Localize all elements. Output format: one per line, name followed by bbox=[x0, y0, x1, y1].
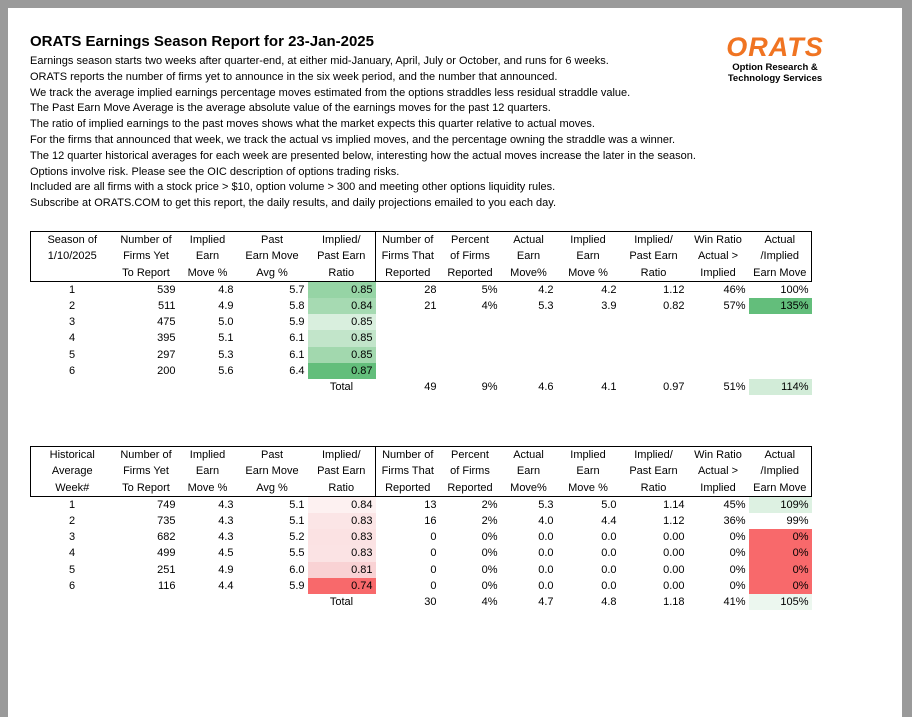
column-header: Implied bbox=[688, 480, 749, 497]
table-row bbox=[31, 330, 812, 346]
table-cell: 682 bbox=[157, 531, 176, 544]
table-row bbox=[31, 513, 812, 529]
table-cell: 0.0 bbox=[538, 580, 554, 593]
table-cell: 0% bbox=[481, 547, 498, 560]
column-header: Move% bbox=[501, 265, 557, 282]
table-row bbox=[31, 496, 812, 512]
table-cell bbox=[557, 363, 620, 379]
table-cell: 475 bbox=[157, 316, 176, 329]
intro-line: Options involve risk. Please see the OIC description of options trading risks. bbox=[30, 165, 400, 178]
table-cell: 0.0 bbox=[538, 547, 554, 560]
table-cell: 0 bbox=[430, 531, 437, 544]
table-cell: 0% bbox=[749, 562, 812, 578]
table-cell: 0% bbox=[729, 531, 746, 544]
intro-line: For the firms that announced that week, we track the actual vs implied moves, and the percentage owning the straddle was a winner. bbox=[30, 133, 676, 146]
logo-mark: ORATS bbox=[726, 32, 824, 62]
column-header: Firms That bbox=[376, 463, 440, 479]
column-header: Win Ratio bbox=[688, 232, 749, 249]
intro-line: Earnings season starts two weeks after quarter-end, at either mid-January, April, July or October, and runs for 6 weeks. bbox=[30, 55, 609, 67]
table-cell: 4.5 bbox=[218, 547, 234, 560]
table-cell: 5.0 bbox=[218, 316, 234, 329]
table-cell: 0% bbox=[729, 563, 746, 576]
table-cell: 2% bbox=[481, 514, 498, 527]
table-cell: 109% bbox=[749, 496, 812, 512]
column-header: Implied bbox=[557, 232, 620, 249]
column-header: /Implied bbox=[749, 463, 812, 479]
table-cell: 5.1 bbox=[218, 332, 234, 345]
column-header: Move% bbox=[501, 480, 557, 497]
intro-line: The Past Earn Move Average is the average absolute value of the earnings moves for the past 12 quarters. bbox=[30, 102, 551, 115]
table-cell: 49 bbox=[424, 381, 437, 394]
orats-logo bbox=[720, 32, 830, 84]
table-row bbox=[31, 545, 812, 561]
table-cell: 4.9 bbox=[218, 299, 234, 312]
table-cell: 0.83 bbox=[308, 513, 376, 529]
column-header: Earn bbox=[576, 250, 600, 263]
table-cell: 116 bbox=[157, 580, 176, 593]
table-cell: 539 bbox=[157, 283, 176, 296]
column-header: Season of bbox=[31, 232, 114, 249]
page-title: ORATS Earnings Season Report for 23-Jan-2025 bbox=[30, 33, 374, 50]
table-cell: 0 bbox=[430, 563, 437, 576]
table-cell: 749 bbox=[157, 498, 176, 511]
table-cell bbox=[688, 347, 749, 363]
table-cell: 0.85 bbox=[308, 330, 376, 346]
table-cell: 4.2 bbox=[601, 283, 617, 296]
table-cell bbox=[31, 379, 114, 395]
column-header: Ratio bbox=[308, 480, 376, 497]
table-cell: 251 bbox=[157, 563, 176, 576]
table-cell bbox=[179, 594, 237, 610]
column-header: Earn bbox=[576, 465, 600, 478]
table-cell: 0% bbox=[749, 529, 812, 545]
column-header: Past Earn bbox=[317, 250, 366, 263]
header-row bbox=[31, 248, 812, 264]
intro-line: Subscribe at ORATS.COM to get this report, the daily results, and daily projections emailed to you each day. bbox=[30, 197, 557, 210]
table-cell: 5.9 bbox=[289, 580, 305, 593]
table-cell: 4.8 bbox=[601, 596, 617, 609]
table-cell bbox=[501, 314, 557, 330]
column-header: /Implied bbox=[749, 248, 812, 264]
column-header: Move % bbox=[557, 480, 620, 497]
column-header: Avg % bbox=[237, 265, 308, 282]
table-cell: 36% bbox=[723, 514, 746, 527]
table-cell: 0 bbox=[430, 547, 437, 560]
table-cell: 99% bbox=[786, 514, 809, 527]
intro-line: ORATS reports the number of firms yet to announce in the six week period, and the number that announced. bbox=[30, 70, 558, 83]
table-cell: 0.83 bbox=[308, 529, 376, 545]
table-cell: 0.85 bbox=[308, 314, 376, 330]
table-row bbox=[31, 363, 812, 379]
column-header: Number of bbox=[376, 447, 440, 464]
table-cell: 9% bbox=[481, 381, 498, 394]
table-cell: 5 bbox=[68, 563, 76, 576]
table-cell: 0.74 bbox=[308, 578, 376, 594]
table-cell bbox=[749, 363, 812, 379]
table-cell: 30 bbox=[424, 596, 437, 609]
table-cell: 3 bbox=[68, 316, 76, 329]
table-cell bbox=[620, 363, 688, 379]
intro-line: Included are all firms with a stock price > $10, option volume > 300 and meeting other options liquidity rules. bbox=[30, 181, 556, 194]
column-header: Reported bbox=[376, 265, 440, 282]
table-cell: 1 bbox=[68, 498, 76, 511]
table-cell bbox=[620, 330, 688, 346]
table-cell: 5.2 bbox=[289, 531, 305, 544]
table-cell: 0.00 bbox=[663, 547, 685, 560]
table-cell: 0% bbox=[749, 545, 812, 561]
table-cell: 4 bbox=[68, 547, 76, 560]
table-cell bbox=[749, 347, 812, 363]
table-cell: 3.9 bbox=[601, 299, 617, 312]
column-header: of Firms bbox=[450, 465, 490, 478]
table-cell bbox=[501, 363, 557, 379]
column-header: Actual > bbox=[697, 465, 739, 478]
column-header: Week# bbox=[31, 480, 114, 497]
table-cell: 5.3 bbox=[538, 498, 554, 511]
table-cell: 1.18 bbox=[663, 596, 685, 609]
table-cell bbox=[749, 330, 812, 346]
table-cell bbox=[440, 347, 501, 363]
column-header: To Report bbox=[114, 265, 179, 282]
table-cell: 114% bbox=[749, 379, 812, 395]
logo-line-1: Option Research & bbox=[732, 62, 818, 73]
table-cell: 0 bbox=[430, 580, 437, 593]
table-cell: 57% bbox=[723, 299, 746, 312]
table-cell: 5% bbox=[481, 283, 498, 296]
table-cell bbox=[376, 330, 440, 346]
table-cell: 0.97 bbox=[663, 381, 685, 394]
table-cell: 0.84 bbox=[308, 496, 376, 512]
current-season-table bbox=[30, 231, 812, 395]
column-header: Earn Move bbox=[749, 265, 812, 282]
column-header: Earn Move bbox=[245, 465, 299, 478]
table-cell: 5.1 bbox=[289, 514, 305, 527]
table-cell: 0% bbox=[729, 580, 746, 593]
table-cell: 6.4 bbox=[289, 365, 305, 378]
table-cell: 0.83 bbox=[308, 545, 376, 561]
column-header: Earn bbox=[195, 250, 220, 263]
table-cell: 13 bbox=[424, 498, 437, 511]
column-header: Implied/ bbox=[620, 232, 688, 249]
table-cell bbox=[557, 314, 620, 330]
table-cell: 46% bbox=[723, 283, 746, 296]
table-cell: 21 bbox=[424, 299, 437, 312]
table-cell: 0.0 bbox=[538, 531, 554, 544]
column-header: Earn bbox=[516, 465, 541, 478]
table-row bbox=[31, 529, 812, 545]
table-cell: 297 bbox=[157, 348, 176, 361]
logo-line-2: Technology Services bbox=[727, 73, 823, 84]
report-page bbox=[8, 8, 902, 717]
column-header: Percent bbox=[440, 232, 501, 249]
table-cell bbox=[179, 379, 237, 395]
table-cell: 28 bbox=[424, 283, 437, 296]
table-cell: 0.84 bbox=[308, 298, 376, 314]
table-cell: 4.4 bbox=[218, 580, 234, 593]
column-header: Implied bbox=[688, 265, 749, 282]
table-cell: 4% bbox=[481, 596, 498, 609]
table-cell: 1.12 bbox=[663, 283, 685, 296]
column-header: 1/10/2025 bbox=[31, 248, 114, 264]
column-header: Past Earn bbox=[629, 250, 678, 263]
table-cell: 0% bbox=[729, 547, 746, 560]
table-cell: 0.81 bbox=[308, 562, 376, 578]
table-cell: 4.3 bbox=[218, 514, 234, 527]
header-row bbox=[31, 232, 812, 249]
table-cell: 105% bbox=[749, 594, 812, 610]
table-cell bbox=[114, 379, 179, 395]
column-header: Earn bbox=[195, 465, 220, 478]
table-cell bbox=[440, 363, 501, 379]
table-cell: 0% bbox=[749, 578, 812, 594]
table-cell bbox=[114, 594, 179, 610]
table-cell: 4.1 bbox=[601, 381, 617, 394]
table-cell: 5.1 bbox=[289, 498, 305, 511]
column-header: Move % bbox=[179, 480, 237, 497]
column-header: Implied/ bbox=[308, 232, 376, 249]
column-header: Percent bbox=[440, 447, 501, 464]
table-cell bbox=[557, 330, 620, 346]
table-cell: 4.9 bbox=[218, 563, 234, 576]
table-cell: 0.0 bbox=[601, 563, 617, 576]
table-cell: 4.6 bbox=[538, 381, 554, 394]
table-cell bbox=[557, 347, 620, 363]
table-cell bbox=[237, 379, 308, 395]
table-cell: 4 bbox=[68, 332, 76, 345]
column-header: Earn Move bbox=[749, 480, 812, 497]
column-header: Earn Move bbox=[245, 250, 299, 263]
table-cell: 45% bbox=[723, 498, 746, 511]
table-cell: 5.7 bbox=[289, 283, 305, 296]
column-header: Ratio bbox=[620, 265, 688, 282]
table-cell: 4.2 bbox=[538, 283, 554, 296]
column-header: Move % bbox=[557, 265, 620, 282]
table-cell: 735 bbox=[157, 514, 176, 527]
column-header: Implied bbox=[557, 447, 620, 464]
table-cell: 0% bbox=[481, 563, 498, 576]
table-cell bbox=[31, 594, 114, 610]
column-header: Average bbox=[31, 463, 114, 479]
column-header: Ratio bbox=[620, 480, 688, 497]
table-cell bbox=[688, 363, 749, 379]
column-header: Firms Yet bbox=[123, 250, 169, 263]
table-cell: 4.8 bbox=[218, 283, 234, 296]
table-cell: 41% bbox=[723, 596, 746, 609]
table-cell: 6.1 bbox=[289, 348, 305, 361]
table-cell: 5.9 bbox=[289, 316, 305, 329]
table-cell: 4.3 bbox=[218, 531, 234, 544]
column-header: Historical bbox=[31, 447, 114, 464]
table-cell: 0.00 bbox=[663, 580, 685, 593]
table-cell: 5.8 bbox=[289, 299, 305, 312]
table-cell: 1.14 bbox=[663, 498, 685, 511]
table-cell: 0.85 bbox=[308, 347, 376, 363]
table-cell: 2% bbox=[481, 498, 498, 511]
table-cell: 6.1 bbox=[289, 332, 305, 345]
total-label: Total bbox=[329, 596, 354, 609]
table-cell: 4.4 bbox=[601, 514, 617, 527]
table-cell bbox=[749, 314, 812, 330]
table-cell: 1 bbox=[68, 283, 76, 296]
table-cell: 395 bbox=[157, 332, 176, 345]
table-cell: 5.6 bbox=[218, 365, 234, 378]
table-cell: 0.00 bbox=[663, 531, 685, 544]
column-header: Actual bbox=[749, 232, 812, 249]
table-cell bbox=[620, 314, 688, 330]
table-cell: 0% bbox=[481, 580, 498, 593]
column-header: Number of bbox=[114, 447, 179, 464]
table-cell: 0.0 bbox=[601, 531, 617, 544]
table-cell: 0.82 bbox=[663, 299, 685, 312]
table-cell: 6 bbox=[68, 365, 76, 378]
table-cell: 5.5 bbox=[289, 547, 305, 560]
table-cell: 0.0 bbox=[538, 563, 554, 576]
table-cell: 0.0 bbox=[601, 580, 617, 593]
table-cell: 200 bbox=[157, 365, 176, 378]
table-cell bbox=[620, 347, 688, 363]
column-header: Actual bbox=[749, 447, 812, 464]
table-cell: 6 bbox=[68, 580, 76, 593]
header-row bbox=[31, 447, 812, 464]
intro-line: We track the average implied earnings percentage moves estimated from the options straddles less residual straddle value. bbox=[30, 86, 631, 99]
column-header: Past bbox=[237, 232, 308, 249]
total-row bbox=[31, 594, 812, 610]
table-cell bbox=[440, 314, 501, 330]
table-cell: 5 bbox=[68, 348, 76, 361]
intro-line: The ratio of implied earnings to the past moves shows what the market expects this quarter relative to actual moves. bbox=[30, 118, 595, 131]
column-header: Reported bbox=[376, 480, 440, 497]
table-row bbox=[31, 281, 812, 297]
table-cell: 4.3 bbox=[218, 498, 234, 511]
total-row bbox=[31, 379, 812, 395]
table-cell: 0% bbox=[481, 531, 498, 544]
table-cell: 4% bbox=[481, 299, 498, 312]
column-header: Firms Yet bbox=[123, 465, 169, 478]
column-header: Move % bbox=[179, 265, 237, 282]
intro-line: The 12 quarter historical averages for each week are presented below, interesting how the actual moves increase the later in the season. bbox=[30, 149, 696, 162]
table-cell: 0.87 bbox=[308, 363, 376, 379]
table-cell: 4.7 bbox=[538, 596, 554, 609]
table-cell: 100% bbox=[780, 283, 809, 296]
table-cell bbox=[688, 330, 749, 346]
historical-average-table bbox=[30, 446, 812, 610]
column-header: Reported bbox=[440, 480, 501, 497]
column-header: Actual bbox=[501, 232, 557, 249]
column-header: Actual > bbox=[697, 250, 739, 263]
table-cell: 5.3 bbox=[538, 299, 554, 312]
table-cell: 5.0 bbox=[601, 498, 617, 511]
column-header: Actual bbox=[501, 447, 557, 464]
column-header: Past Earn bbox=[317, 465, 366, 478]
table-cell bbox=[376, 314, 440, 330]
table-cell: 5.3 bbox=[218, 348, 234, 361]
column-header: To Report bbox=[114, 480, 179, 497]
table-cell: 0.00 bbox=[663, 563, 685, 576]
table-cell: 3 bbox=[68, 531, 76, 544]
column-header: Implied/ bbox=[620, 447, 688, 464]
column-header: Firms That bbox=[376, 248, 440, 264]
table-cell bbox=[688, 314, 749, 330]
table-cell: 511 bbox=[157, 299, 176, 312]
column-header: Reported bbox=[440, 265, 501, 282]
column-header: Avg % bbox=[237, 480, 308, 497]
table-cell: 1.12 bbox=[663, 514, 685, 527]
header-row bbox=[31, 265, 812, 282]
column-header: Ratio bbox=[308, 265, 376, 282]
table-cell bbox=[376, 363, 440, 379]
table-row bbox=[31, 314, 812, 330]
column-header bbox=[31, 265, 114, 282]
total-label: Total bbox=[329, 381, 354, 394]
table-cell bbox=[376, 347, 440, 363]
table-row bbox=[31, 562, 812, 578]
table-cell bbox=[501, 330, 557, 346]
column-header: Win Ratio bbox=[688, 447, 749, 464]
column-header: Implied/ bbox=[308, 447, 376, 464]
column-header: Number of bbox=[376, 232, 440, 249]
table-cell: 0.85 bbox=[308, 281, 376, 297]
column-header: Past bbox=[237, 447, 308, 464]
table-cell: 16 bbox=[424, 514, 437, 527]
column-header: Implied bbox=[179, 232, 237, 249]
table-row bbox=[31, 578, 812, 594]
column-header: Implied bbox=[179, 447, 237, 464]
table-row bbox=[31, 347, 812, 363]
header-row bbox=[31, 480, 812, 497]
table-cell: 4.0 bbox=[538, 514, 554, 527]
table-cell bbox=[440, 330, 501, 346]
table-cell: 0.0 bbox=[601, 547, 617, 560]
column-header: Earn bbox=[516, 250, 541, 263]
table-cell bbox=[237, 594, 308, 610]
table-cell: 51% bbox=[723, 381, 746, 394]
table-cell: 2 bbox=[68, 299, 76, 312]
table-cell: 2 bbox=[68, 514, 76, 527]
intro-text bbox=[30, 54, 696, 212]
table-cell: 6.0 bbox=[289, 563, 305, 576]
header-row bbox=[31, 463, 812, 479]
column-header: of Firms bbox=[450, 250, 490, 263]
table-cell: 135% bbox=[749, 298, 812, 314]
table-cell: 499 bbox=[157, 547, 176, 560]
column-header: Number of bbox=[114, 232, 179, 249]
column-header: Past Earn bbox=[629, 465, 678, 478]
table-cell bbox=[501, 347, 557, 363]
table-row bbox=[31, 298, 812, 314]
